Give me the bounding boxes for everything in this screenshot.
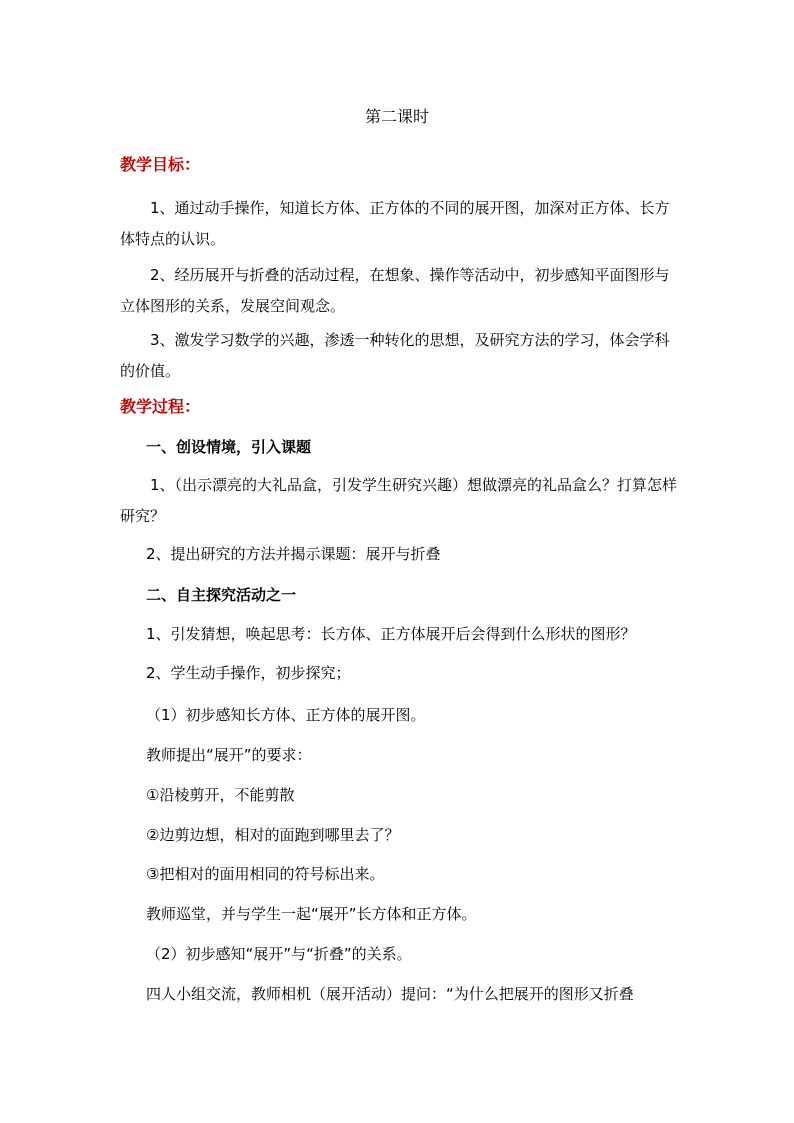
section2-item-9: （2）初步感知“展开”与“折叠”的关系。 bbox=[146, 945, 412, 963]
goal-item-1: 1、通过动手操作，知道长方体、正方体的不同的展开图，加深对正方体、长方体特点的认识。 bbox=[120, 199, 670, 248]
goal-item-2: 2、经历展开与折叠的活动过程，在想象、操作等活动中，初步感知平面图形与立体图形的关系，发展空间观念。 bbox=[120, 266, 670, 315]
goals-heading: 教学目标： bbox=[120, 155, 201, 174]
section2-item-6: ②边剪边想，相对的面跑到哪里去了？ bbox=[146, 826, 400, 844]
section2-item-2: 2、学生动手操作，初步探究； bbox=[146, 664, 351, 682]
section2-item-4: 教师提出“展开”的要求： bbox=[146, 746, 312, 764]
section2-heading: 二、自主探究活动之一 bbox=[146, 586, 297, 604]
page-title: 第二课时 bbox=[364, 107, 429, 126]
section2-item-10: 四人小组交流，教师相机（展开活动）提问：“为什么把展开的图形又折叠 bbox=[146, 985, 634, 1003]
goal-item-3: 3、激发学习数学的兴趣，渗透一种转化的思想，及研究方法的学习，体会学科的价值。 bbox=[120, 331, 670, 380]
section1-heading: 一、创设情境，引入课题 bbox=[146, 438, 312, 456]
section2-item-5: ①沿棱剪开，不能剪散 bbox=[146, 786, 295, 804]
section1-item-1: 1、（出示漂亮的大礼品盒，引发学生研究兴趣）想做漂亮的礼品盒么？打算怎样研究？ bbox=[120, 476, 678, 525]
section1-item-2: 2、提出研究的方法并揭示课题：展开与折叠 bbox=[146, 545, 441, 563]
process-heading: 教学过程： bbox=[120, 397, 201, 416]
section2-item-8: 教师巡堂，并与学生一起“展开”长方体和正方体。 bbox=[146, 905, 477, 923]
section2-item-7: ③把相对的面用相同的符号标出来。 bbox=[146, 865, 385, 883]
section2-item-1: 1、引发猜想，唤起思考：长方体、正方体展开后会得到什么形状的图形？ bbox=[146, 625, 636, 643]
section2-item-3: （1）初步感知长方体、正方体的展开图。 bbox=[146, 706, 426, 724]
